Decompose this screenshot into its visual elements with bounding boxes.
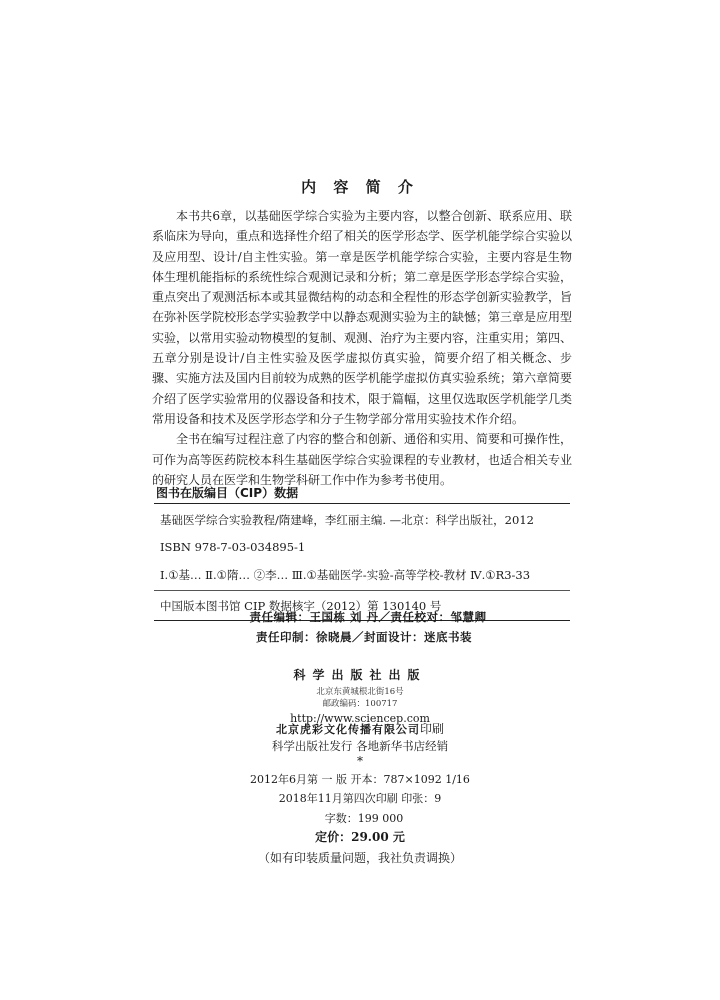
publisher-postcode: 邮政编码：100717 [322,699,398,709]
cip-classification-line: Ⅰ.①基… Ⅱ.①隋… ②李… Ⅲ.①基础医学-实验-高等学校-教材 Ⅳ.①R3-33 [160,568,531,582]
intro-title: 内 容 简 介 [301,178,419,196]
intro-paragraph-2: 全书在编写过程注意了内容的整合和创新、通俗和实用、简要和可操作性，可作为高等医药院校本科生基础医学综合实验课程的专业教材，也适合相关专业的研究人员在医学和生物学科研工作中作为参考书使用。 [152,432,573,487]
word-count-line: 字数：199 000 [324,812,404,825]
printer-suffix: 印刷 [419,722,444,736]
cip-title-line: 基础医学综合实验教程/隋建峰，李红丽主编. —北京：科学出版社，2012 [160,513,534,527]
printer-line [0,720,720,737]
publisher-address: 北京东黄城根北街16号 [316,687,404,697]
distributor-line: 科学出版社发行 各地新华书店经销 [271,739,449,753]
edition-line: 2012年6月第 一 版 开本：787×1092 1/16 [250,773,470,786]
price-line: 定价：29.00 元 [315,830,405,844]
cip-heading: 图书在版编目（CIP）数据 [156,486,299,500]
publisher-block [0,664,720,725]
separator-star: * [357,754,363,768]
printer-name: 北京虎彩文化传播有限公司 [275,723,420,736]
quality-notice: （如有印装质量问题，我社负责调换） [257,851,462,865]
editor-credits: 责任编辑：王国栋 刘 丹／责任校对：邹慧卿 [249,610,487,624]
cip-data-box [154,503,570,621]
publisher-url: http://www.sciencep.com [290,712,430,725]
print-design-credits: 责任印制：徐晓晨／封面设计：迷底书装 [256,630,472,644]
publisher-suffix: 出版 [388,668,427,682]
cip-isbn-line: ISBN 978-7-03-034895-1 [160,540,306,554]
cip-library-line: 中国版本图书馆 CIP 数据核字（2012）第 130140 号 [154,590,570,620]
publisher-line [0,664,720,683]
printing-line: 2018年11月第四次印刷 印张：9 [278,792,442,805]
intro-paragraph-1: 本书共6章，以基础医学综合实验为主要内容，以整合创新、联系应用、联系临床为导向，重点和选择性介绍了相关的医学形态学、医学机能学综合实验以及应用型、设计/自主性实验。第一章是医学机能学综合实验，主要内容是生物体生理机能指标的系统性综合观测记录和分析；第二章是医学形态学综合实验，重点突出了观测活标本或其显微结构的动态和全程性的形态学创新实验教学，旨在弥补医学院校形态学实验教学中以静态观测实验为主的缺憾；第三章是应用型实验，以常用实验动物模型的复制、观测、治疗为主要内容，注重实用；第四、五章分别是设计/自主性实验及医学虚拟仿真实验，简要介绍了相关概念、步骤、实施方法及国内目前较为成熟的医学机能学虚拟仿真实验系统；第六章简要介绍了医学实验常用的仪器设备和技术，限于篇幅，这里仅选取医学机能学几类常用设备和技术及医学形态学和分子生物学部分常用实验技术作介绍。 [152,209,573,426]
publisher-name: 科学出版社 [293,668,389,682]
intro-abstract [152,206,572,490]
